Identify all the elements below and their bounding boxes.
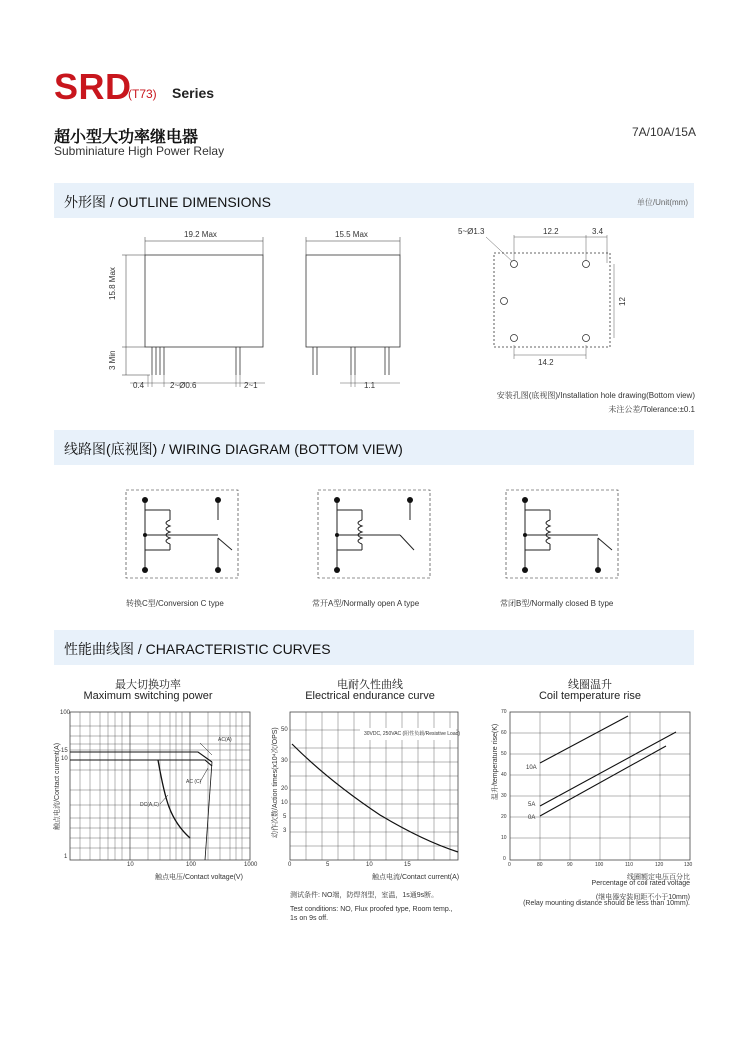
current-ratings: 7A/10A/15A	[631, 125, 696, 139]
c2-ytick-5: 5	[283, 814, 287, 820]
c1-label-dc: DC(A,C)	[140, 802, 159, 808]
wiring-caption-c: 转换C型/Conversion C type	[126, 599, 224, 608]
dim-hole-b: 3.4	[592, 227, 604, 236]
dim-pin-dia: 2~Ø0.6	[170, 381, 197, 390]
c1-xlabel: 触点电压/Contact voltage(V)	[155, 874, 243, 881]
dim-pin-thick: 1.1	[364, 381, 376, 390]
c1-ytick-10: 10	[61, 756, 68, 762]
characteristic-curves	[0, 700, 750, 880]
c1-xtick-1000: 1000	[244, 862, 258, 868]
c1-xtick-100: 100	[186, 862, 197, 868]
product-name-en: Subminiature High Power Relay	[54, 144, 225, 158]
wiring-b-type	[506, 490, 618, 578]
c3-xtick-120: 120	[655, 862, 664, 868]
c3-ytick-0: 0	[503, 856, 506, 862]
dim-holes: 5~Ø1.3	[458, 227, 485, 236]
c3-series-0a: 0A	[528, 815, 536, 821]
dim-hole-a: 12.2	[543, 227, 559, 236]
c2-xlabel: 触点电流/Contact current(A)	[372, 874, 460, 881]
section-title-curves: 性能曲线图 / CHARACTERISTIC CURVES	[64, 641, 331, 657]
dim-pin-pitch: 2~1	[244, 381, 258, 390]
c2-xtick-15: 15	[404, 862, 411, 868]
c2-xtick-10: 10	[366, 862, 373, 868]
wiring-diagrams	[0, 480, 750, 590]
c3-xtick-100: 100	[595, 862, 604, 868]
c2-note-en-2: 1s on 9s off.	[290, 915, 329, 922]
c3-note-zh: (继电器安装间距不小于10mm)	[595, 894, 690, 901]
endurance-curve	[292, 744, 458, 852]
c2-title-en: Electrical endurance curve	[305, 690, 435, 702]
c3-xtick-110: 110	[625, 862, 633, 868]
c3-ylabel: 温升/temperature rise(K)	[492, 723, 499, 800]
c1-xtick-10: 10	[127, 862, 134, 868]
side-view-body	[306, 255, 400, 347]
c3-ytick-20: 20	[501, 814, 507, 820]
model-title: SRD	[54, 66, 132, 107]
c3-ytick-10: 10	[501, 835, 507, 841]
tolerance-caption: 未注公差/Tolerance:±0.1	[608, 405, 695, 414]
c3-series-5a: 5A	[528, 802, 536, 808]
c1-label-ac-a: AC(A)	[218, 737, 232, 743]
c2-ytick-10: 10	[281, 800, 288, 806]
c2-xtick-0: 0	[288, 862, 292, 868]
c3-note-en: (Relay mounting distance should be less than 10mm).	[523, 900, 690, 907]
c3-xtick-80: 80	[537, 862, 543, 868]
c3-ytick-60: 60	[501, 730, 507, 736]
c2-note-zh: 测试条件: NO端，防焊剂型，室温，1s通9s断。	[290, 892, 439, 899]
dim-height: 15.8 Max	[108, 267, 117, 300]
c1-title-en: Maximum switching power	[83, 690, 213, 702]
front-view-body	[145, 255, 263, 347]
c1-ytick-1: 1	[64, 854, 68, 860]
c2-ytick-50: 50	[281, 727, 288, 733]
c2-ytick-3: 3	[283, 828, 287, 834]
dim-width: 19.2 Max	[184, 230, 217, 239]
dim-hole-v: 12	[618, 297, 627, 306]
c3-title-en: Coil temperature rise	[538, 690, 642, 702]
c1-ylabel: 触点电流/Contact current(A)	[54, 742, 61, 830]
c1-label-ac-c: AC (C)	[186, 779, 202, 785]
unit-label: 单位/Unit(mm)	[636, 198, 688, 207]
c3-ytick-40: 40	[501, 772, 507, 778]
c2-ylabel: 动作次数/Action times(x10⁴次/OPS)	[272, 727, 279, 838]
wiring-a-type	[318, 490, 430, 578]
c3-xlabel-zh: 线圈额定电压百分比	[627, 874, 690, 881]
dim-depth: 15.5 Max	[335, 230, 368, 239]
c1-title-zh: 最大切换功率	[115, 679, 181, 691]
c3-xlabel-en: Percentage of coil rated voltage	[591, 880, 690, 887]
c2-note-en-1: Test conditions: NO, Flux proofed type, Room temp.,	[290, 906, 453, 913]
c2-xtick-5: 5	[326, 862, 330, 868]
c3-xtick-0: 0	[508, 862, 511, 868]
c2-ytick-30: 30	[281, 758, 288, 764]
wiring-c-type	[126, 490, 238, 578]
c3-ytick-50: 50	[501, 751, 507, 757]
chart-coil-temperature	[510, 712, 690, 860]
c1-ytick-15: 15	[61, 748, 68, 754]
c3-ytick-30: 30	[501, 793, 507, 799]
dim-hole-c: 14.2	[538, 358, 554, 367]
c2-ytick-20: 20	[281, 786, 288, 792]
series-label: Series	[172, 85, 215, 101]
product-name-zh: 超小型大功率继电器	[54, 129, 199, 146]
c3-xtick-90: 90	[567, 862, 573, 868]
section-title-wiring: 线路图(底视图) / WIRING DIAGRAM (BOTTOM VIEW)	[64, 441, 403, 457]
c3-title-zh: 线圈温升	[568, 679, 612, 691]
c3-xtick-130: 130	[684, 862, 693, 868]
c3-ytick-70: 70	[501, 709, 507, 715]
chart-switching-power	[70, 712, 250, 860]
dim-pin-offset: 0.4	[133, 381, 145, 390]
dim-pin-length: 3 Min	[108, 350, 117, 370]
model-subtitle: (T73)	[128, 87, 157, 101]
c2-legend: 30VDC, 250VAC (阻性负载/Resistive Load)	[364, 731, 461, 737]
wiring-caption-a: 常开A型/Normally open A type	[312, 599, 420, 608]
hole-caption: 安装孔图(底视图)/Installation hole drawing(Bottom view)	[496, 391, 695, 400]
hole-layout-outline	[494, 253, 610, 347]
wiring-caption-b: 常闭B型/Normally closed B type	[500, 599, 614, 608]
c1-ytick-100: 100	[60, 710, 71, 716]
c2-title-zh: 电耐久性曲线	[337, 679, 403, 691]
c3-series-10a: 10A	[526, 765, 537, 771]
section-title-outline: 外形图 / OUTLINE DIMENSIONS	[64, 194, 271, 210]
